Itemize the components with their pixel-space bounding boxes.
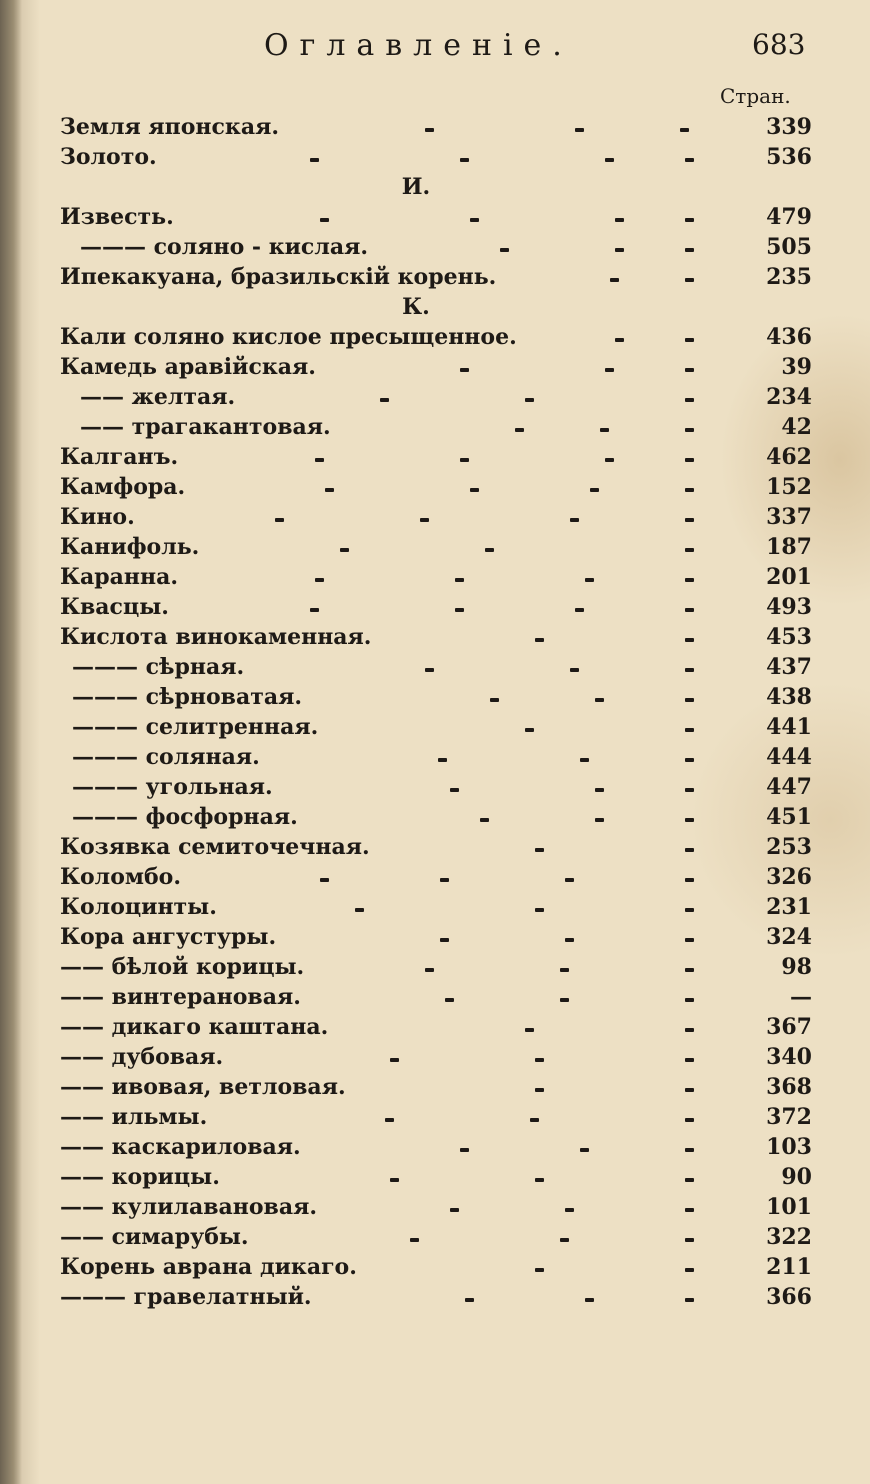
leader-dashes <box>60 1042 740 1072</box>
leader-dash <box>585 578 594 582</box>
toc-entry <box>60 532 812 562</box>
leader-dash <box>685 248 694 252</box>
entry-label: Корень аврана дикаго. <box>60 1254 357 1280</box>
toc-entry <box>60 652 812 682</box>
entry-page-number: 366 <box>766 1284 812 1310</box>
toc-entry <box>60 802 812 832</box>
leader-dash <box>425 668 434 672</box>
entry-label: Земля японская. <box>60 114 279 140</box>
toc-entry <box>60 472 812 502</box>
table-of-contents <box>60 112 812 1312</box>
entry-label: Кино. <box>60 504 135 530</box>
leader-dash <box>445 998 454 1002</box>
leader-dash <box>315 458 324 462</box>
leader-dashes <box>60 262 740 292</box>
section-letter <box>60 172 812 202</box>
leader-dashes <box>60 532 740 562</box>
entry-page-number: 187 <box>766 534 812 560</box>
entry-label: Козявка семиточечная. <box>60 834 370 860</box>
leader-dash <box>685 1028 694 1032</box>
leader-dashes <box>60 592 740 622</box>
leader-dashes <box>60 1072 740 1102</box>
leader-dash <box>565 1208 574 1212</box>
leader-dash <box>685 1148 694 1152</box>
toc-entry <box>60 832 812 862</box>
leader-dashes <box>60 622 740 652</box>
leader-dash <box>685 488 694 492</box>
leader-dash <box>685 338 694 342</box>
leader-dash <box>525 728 534 732</box>
leader-dash <box>615 248 624 252</box>
leader-dash <box>420 518 429 522</box>
entry-page-number: 42 <box>781 414 812 440</box>
page-column-label: Стран. <box>720 84 791 108</box>
leader-dash <box>438 758 447 762</box>
toc-entry <box>60 202 812 232</box>
leader-dash <box>685 518 694 522</box>
leader-dashes <box>60 1192 740 1222</box>
toc-entry <box>60 922 812 952</box>
page-number: 683 <box>752 28 806 61</box>
entry-label: —— ильмы. <box>60 1104 208 1130</box>
entry-page-number: 103 <box>766 1134 812 1160</box>
leader-dashes <box>60 982 740 1012</box>
leader-dash <box>460 368 469 372</box>
leader-dash <box>685 458 694 462</box>
leader-dash <box>515 428 524 432</box>
entry-page-number: 444 <box>766 744 812 770</box>
toc-entry <box>60 502 812 532</box>
toc-entry <box>60 712 812 742</box>
leader-dash <box>615 338 624 342</box>
entry-label: —— дикаго каштана. <box>60 1014 329 1040</box>
leader-dash <box>470 488 479 492</box>
leader-dashes <box>60 202 740 232</box>
leader-dashes <box>60 1222 740 1252</box>
leader-dash <box>580 1148 589 1152</box>
entry-page-number: 438 <box>766 684 812 710</box>
page-gutter <box>0 0 22 1484</box>
leader-dashes <box>60 142 740 172</box>
leader-dash <box>480 818 489 822</box>
leader-dash <box>530 1118 539 1122</box>
leader-dash <box>450 1208 459 1212</box>
leader-dash <box>355 908 364 912</box>
leader-dashes <box>60 502 740 532</box>
leader-dashes <box>60 952 740 982</box>
leader-dash <box>525 398 534 402</box>
toc-entry <box>60 892 812 922</box>
leader-dash <box>685 1268 694 1272</box>
leader-dash <box>685 1058 694 1062</box>
leader-dashes <box>60 1012 740 1042</box>
entry-label: ——— угольная. <box>72 774 273 800</box>
toc-entry <box>60 1162 812 1192</box>
toc-entry <box>60 622 812 652</box>
leader-dash <box>325 488 334 492</box>
toc-entry <box>60 1102 812 1132</box>
leader-dash <box>685 1298 694 1302</box>
leader-dashes <box>60 1132 740 1162</box>
leader-dash <box>535 908 544 912</box>
entry-label: —— желтая. <box>80 384 236 410</box>
leader-dash <box>580 758 589 762</box>
leader-dash <box>685 908 694 912</box>
entry-label: Камфора. <box>60 474 186 500</box>
leader-dashes <box>60 232 740 262</box>
leader-dash <box>450 788 459 792</box>
entry-label: —— бѣлой корицы. <box>60 954 305 980</box>
leader-dash <box>340 548 349 552</box>
toc-entry <box>60 412 812 442</box>
entry-label: —— дубовая. <box>60 1044 224 1070</box>
leader-dashes <box>60 862 740 892</box>
entry-page-number: 211 <box>766 1254 812 1280</box>
leader-dash <box>425 128 434 132</box>
entry-page-number: 201 <box>766 564 812 590</box>
entry-label: Золото. <box>60 144 157 170</box>
entry-page-number: 98 <box>781 954 812 980</box>
entry-label: ——— гравелатный. <box>60 1284 312 1310</box>
leader-dash <box>455 578 464 582</box>
leader-dash <box>600 428 609 432</box>
toc-entry <box>60 682 812 712</box>
leader-dash <box>685 608 694 612</box>
leader-dash <box>590 488 599 492</box>
leader-dash <box>685 218 694 222</box>
leader-dash <box>535 1178 544 1182</box>
leader-dash <box>685 668 694 672</box>
leader-dash <box>605 368 614 372</box>
leader-dashes <box>60 412 740 442</box>
leader-dashes <box>60 562 740 592</box>
toc-entry <box>60 112 812 142</box>
leader-dashes <box>60 1162 740 1192</box>
leader-dashes <box>60 322 740 352</box>
leader-dash <box>460 458 469 462</box>
entry-label: Ипекакуана, бразильскій корень. <box>60 264 497 290</box>
entry-label: —— корицы. <box>60 1164 220 1190</box>
leader-dash <box>575 128 584 132</box>
leader-dash <box>315 578 324 582</box>
entry-page-number: 39 <box>781 354 812 380</box>
entry-page-number: 234 <box>766 384 812 410</box>
entry-page-number: 451 <box>766 804 812 830</box>
leader-dash <box>680 128 689 132</box>
entry-page-number: 231 <box>766 894 812 920</box>
leader-dash <box>455 608 464 612</box>
toc-entry <box>60 1072 812 1102</box>
leader-dash <box>390 1178 399 1182</box>
leader-dash <box>320 878 329 882</box>
entry-page-number: — <box>790 984 812 1010</box>
leader-dash <box>525 1028 534 1032</box>
toc-entry <box>60 1222 812 1252</box>
leader-dash <box>535 1268 544 1272</box>
entry-page-number: 324 <box>766 924 812 950</box>
leader-dashes <box>60 382 740 412</box>
entry-label: Кислота винокаменная. <box>60 624 372 650</box>
entry-label: —— ивовая, ветловая. <box>60 1074 346 1100</box>
entry-page-number: 505 <box>766 234 812 260</box>
leader-dash <box>575 608 584 612</box>
leader-dash <box>685 1238 694 1242</box>
entry-page-number: 436 <box>766 324 812 350</box>
entry-page-number: 437 <box>766 654 812 680</box>
entry-page-number: 253 <box>766 834 812 860</box>
leader-dash <box>465 1298 474 1302</box>
leader-dash <box>595 698 604 702</box>
section-letter <box>60 292 812 322</box>
toc-entry <box>60 1042 812 1072</box>
entry-label: Камедь аравійская. <box>60 354 316 380</box>
leader-dash <box>685 398 694 402</box>
entry-label: Канифоль. <box>60 534 200 560</box>
leader-dash <box>605 158 614 162</box>
leader-dash <box>685 158 694 162</box>
leader-dash <box>410 1238 419 1242</box>
leader-dash <box>485 548 494 552</box>
leader-dash <box>535 1088 544 1092</box>
toc-entry <box>60 382 812 412</box>
leader-dash <box>685 428 694 432</box>
toc-entry <box>60 592 812 622</box>
leader-dash <box>685 638 694 642</box>
leader-dash <box>570 668 579 672</box>
toc-entry <box>60 862 812 892</box>
leader-dash <box>385 1118 394 1122</box>
entry-page-number: 367 <box>766 1014 812 1040</box>
leader-dashes <box>60 892 740 922</box>
section-heading <box>60 172 812 202</box>
entry-label: ——— селитренная. <box>72 714 319 740</box>
leader-dash <box>685 1178 694 1182</box>
toc-entry <box>60 1252 812 1282</box>
entry-label: Известь. <box>60 204 174 230</box>
leader-dashes <box>60 352 740 382</box>
entry-label: Каранна. <box>60 564 179 590</box>
entry-label: —— кулилавановая. <box>60 1194 317 1220</box>
toc-entry <box>60 982 812 1012</box>
leader-dash <box>615 218 624 222</box>
leader-dash <box>685 878 694 882</box>
entry-page-number: 101 <box>766 1194 812 1220</box>
leader-dash <box>560 998 569 1002</box>
leader-dash <box>685 548 694 552</box>
entry-page-number: 462 <box>766 444 812 470</box>
entry-page-number: 235 <box>766 264 812 290</box>
section-heading <box>60 292 812 322</box>
leader-dash <box>390 1058 399 1062</box>
leader-dash <box>535 1058 544 1062</box>
leader-dash <box>685 938 694 942</box>
entry-page-number: 340 <box>766 1044 812 1070</box>
leader-dash <box>380 398 389 402</box>
entry-page-number: 479 <box>766 204 812 230</box>
leader-dash <box>440 938 449 942</box>
leader-dashes <box>60 112 740 142</box>
leader-dash <box>490 698 499 702</box>
leader-dash <box>585 1298 594 1302</box>
leader-dash <box>685 788 694 792</box>
toc-entry <box>60 742 812 772</box>
leader-dashes <box>60 772 740 802</box>
leader-dash <box>685 758 694 762</box>
leader-dash <box>685 698 694 702</box>
entry-page-number: 152 <box>766 474 812 500</box>
leader-dash <box>425 968 434 972</box>
toc-entry <box>60 952 812 982</box>
leader-dash <box>470 218 479 222</box>
entry-label: Калганъ. <box>60 444 179 470</box>
entry-label: ——— соляная. <box>72 744 260 770</box>
entry-label: ——— фосфорная. <box>72 804 298 830</box>
leader-dash <box>610 278 619 282</box>
leader-dash <box>570 518 579 522</box>
entry-page-number: 322 <box>766 1224 812 1250</box>
leader-dashes <box>60 442 740 472</box>
entry-page-number: 372 <box>766 1104 812 1130</box>
entry-page-number: 447 <box>766 774 812 800</box>
leader-dashes <box>60 922 740 952</box>
leader-dash <box>685 848 694 852</box>
leader-dashes <box>60 1282 740 1312</box>
entry-label: Кора ангустуры. <box>60 924 277 950</box>
entry-page-number: 337 <box>766 504 812 530</box>
leader-dash <box>535 638 544 642</box>
leader-dash <box>440 878 449 882</box>
toc-entry <box>60 142 812 172</box>
leader-dash <box>320 218 329 222</box>
leader-dash <box>685 728 694 732</box>
leader-dashes <box>60 472 740 502</box>
leader-dash <box>595 788 604 792</box>
leader-dash <box>685 578 694 582</box>
toc-entry <box>60 562 812 592</box>
toc-entry <box>60 1132 812 1162</box>
page-title: Оглавленіе. <box>264 28 573 63</box>
entry-label: Квасцы. <box>60 594 169 620</box>
toc-entry <box>60 232 812 262</box>
entry-label: —— трагакантовая. <box>80 414 331 440</box>
leader-dash <box>460 1148 469 1152</box>
toc-entry <box>60 1282 812 1312</box>
leader-dashes <box>60 1102 740 1132</box>
leader-dash <box>565 938 574 942</box>
leader-dashes <box>60 682 740 712</box>
leader-dash <box>685 368 694 372</box>
entry-label: ——— сѣрная. <box>72 654 245 680</box>
entry-page-number: 536 <box>766 144 812 170</box>
leader-dash <box>275 518 284 522</box>
entry-page-number: 368 <box>766 1074 812 1100</box>
leader-dash <box>460 158 469 162</box>
leader-dash <box>685 1118 694 1122</box>
leader-dashes <box>60 802 740 832</box>
entry-label: Кали соляно кислое пресыщенное. <box>60 324 517 350</box>
entry-page-number: 90 <box>781 1164 812 1190</box>
entry-page-number: 441 <box>766 714 812 740</box>
leader-dash <box>595 818 604 822</box>
leader-dash <box>605 458 614 462</box>
toc-entry <box>60 1192 812 1222</box>
leader-dash <box>685 1088 694 1092</box>
leader-dash <box>685 1208 694 1212</box>
leader-dashes <box>60 742 740 772</box>
leader-dash <box>565 878 574 882</box>
toc-entry <box>60 442 812 472</box>
toc-entry <box>60 772 812 802</box>
leader-dash <box>310 608 319 612</box>
toc-entry <box>60 322 812 352</box>
toc-entry <box>60 352 812 382</box>
leader-dash <box>685 998 694 1002</box>
leader-dash <box>685 818 694 822</box>
section-letter-text: И. <box>401 174 431 200</box>
entry-page-number: 493 <box>766 594 812 620</box>
leader-dashes <box>60 832 740 862</box>
leader-dash <box>535 848 544 852</box>
leader-dash <box>560 968 569 972</box>
entry-label: —— каскариловая. <box>60 1134 301 1160</box>
entry-label: —— симарубы. <box>60 1224 249 1250</box>
entry-page-number: 453 <box>766 624 812 650</box>
leader-dash <box>310 158 319 162</box>
leader-dashes <box>60 652 740 682</box>
entry-label: ——— сѣрноватая. <box>72 684 303 710</box>
entry-label: ——— соляно - кислая. <box>80 234 368 260</box>
leader-dash <box>685 968 694 972</box>
entry-label: Коломбо. <box>60 864 181 890</box>
section-letter-text: К. <box>402 294 430 320</box>
entry-page-number: 339 <box>766 114 812 140</box>
leader-dashes <box>60 1252 740 1282</box>
leader-dash <box>560 1238 569 1242</box>
leader-dashes <box>60 712 740 742</box>
leader-dash <box>685 278 694 282</box>
entry-label: Колоцинты. <box>60 894 217 920</box>
leader-dash <box>500 248 509 252</box>
toc-entry <box>60 262 812 292</box>
toc-entry <box>60 1012 812 1042</box>
entry-page-number: 326 <box>766 864 812 890</box>
entry-label: —— винтерановая. <box>60 984 301 1010</box>
